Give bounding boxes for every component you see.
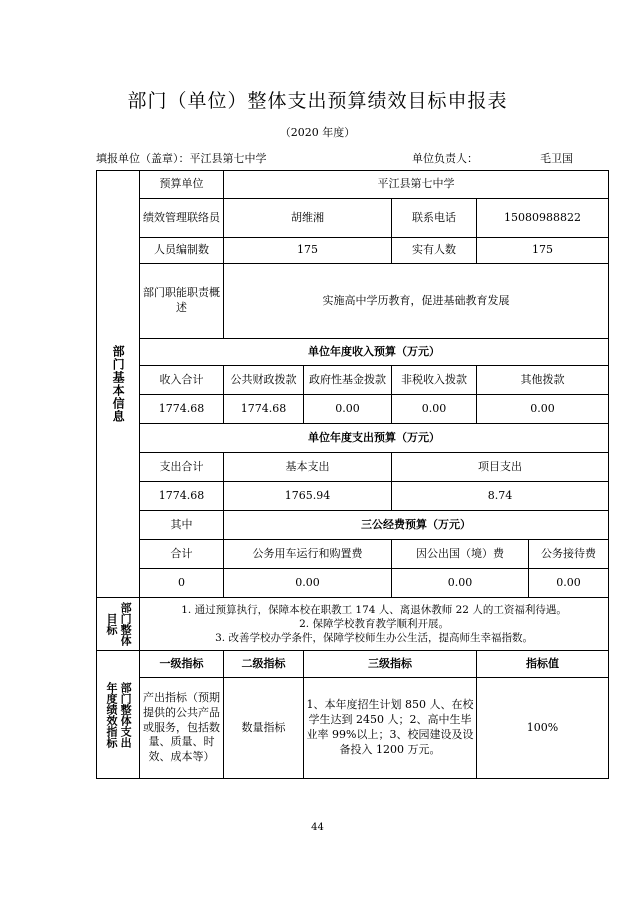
indicators-label-col1: 部门整体支出	[119, 681, 133, 748]
budget-unit-label: 预算单位	[140, 171, 224, 199]
expense-header: 支出合计	[140, 453, 224, 482]
indicator-header: 三级指标	[304, 651, 477, 678]
goals-section-label	[97, 598, 140, 651]
phone-label: 联系电话	[392, 199, 477, 238]
goals-label-col2: 目标	[105, 613, 118, 635]
expense-header: 项目支出	[392, 453, 609, 482]
income-value: 0.00	[477, 395, 609, 424]
goal-item: 3. 改善学校办学条件，保障学校师生办公生活，提高师生幸福指数。	[215, 632, 533, 645]
contact-label: 绩效管理联络员	[140, 199, 224, 238]
income-header: 收入合计	[140, 366, 224, 395]
filler-unit	[96, 150, 267, 166]
indicator-header: 一级指标	[140, 651, 224, 678]
filler-label: 填报单位（盖章）：	[96, 152, 190, 165]
three-public-value: 0.00	[529, 569, 609, 598]
three-public-value: 0.00	[392, 569, 529, 598]
three-public-header: 合计	[140, 540, 224, 569]
page-number: 44	[311, 822, 324, 833]
goals-label-col1: 部门整体	[119, 602, 133, 646]
indicators-section-label	[97, 651, 140, 779]
form-title: 部门（单位）整体支出预算绩效目标申报表	[127, 90, 508, 112]
head-label: 单位负责人：	[412, 152, 478, 165]
staff-actual-value: 175	[477, 238, 609, 264]
basic-info-section-label: 部门基本信息	[97, 171, 140, 598]
contact-value: 胡维湘	[224, 199, 392, 238]
income-value: 0.00	[392, 395, 477, 424]
three-public-prefix: 其中	[140, 511, 224, 540]
three-public-value: 0	[140, 569, 224, 598]
filler-value: 平江县第七中学	[189, 152, 267, 165]
head-value: 毛卫国	[540, 152, 573, 165]
expense-title: 单位年度支出预算（万元）	[140, 424, 609, 453]
indicator-value: 100%	[477, 678, 609, 779]
indicator-header: 二级指标	[224, 651, 304, 678]
budget-unit-value: 平江县第七中学	[224, 171, 609, 199]
phone-value: 15080988822	[477, 199, 609, 238]
duty-value: 实施高中学历教育，促进基础教育发展	[224, 264, 609, 339]
staff-quota-value: 175	[224, 238, 392, 264]
income-value: 1774.68	[140, 395, 224, 424]
indicator-level2: 数量指标	[224, 678, 304, 779]
income-value: 1774.68	[224, 395, 304, 424]
indicators-label-col2: 年度绩效指标	[105, 681, 118, 748]
duty-label: 部门职能职责概述	[140, 264, 224, 339]
expense-value: 8.74	[392, 482, 609, 511]
income-header: 其他拨款	[477, 366, 609, 395]
income-value: 0.00	[304, 395, 392, 424]
expense-value: 1765.94	[224, 482, 392, 511]
income-title: 单位年度收入预算（万元）	[140, 339, 609, 366]
income-header: 政府性基金拨款	[304, 366, 392, 395]
expense-value: 1774.68	[140, 482, 224, 511]
goal-item: 2. 保障学校教育教学顺利开展。	[299, 617, 449, 630]
staff-actual-label: 实有人数	[392, 238, 477, 264]
three-public-title: 三公经费预算（万元）	[224, 511, 609, 540]
expense-header: 基本支出	[224, 453, 392, 482]
three-public-header: 公务接待费	[529, 540, 609, 569]
income-header: 公共财政拨款	[224, 366, 304, 395]
three-public-header: 因公出国（境）费	[392, 540, 529, 569]
three-public-header: 公务用车运行和购置费	[224, 540, 392, 569]
goal-item: 1. 通过预算执行，保障本校在职教工 174 人、离退休教师 22 人的工资福利待遇。	[181, 603, 567, 616]
indicator-header: 指标值	[477, 651, 609, 678]
goals-content	[140, 598, 609, 651]
staff-quota-label: 人员编制数	[140, 238, 224, 264]
income-header: 非税收入拨款	[392, 366, 477, 395]
year-label: （2020 年度）	[279, 126, 356, 139]
indicator-level1: 产出指标（预期提供的公共产品或服务，包括数量、质量、时效、成本等）	[140, 678, 224, 779]
three-public-value: 0.00	[224, 569, 392, 598]
indicator-level3: 1、本年度招生计划 850 人、在校学生达到 2450 人；2、高中生毕业率 99%以上；3、校园建设及设备投入 1200 万元。	[304, 678, 477, 779]
budget-form-table	[96, 170, 609, 779]
